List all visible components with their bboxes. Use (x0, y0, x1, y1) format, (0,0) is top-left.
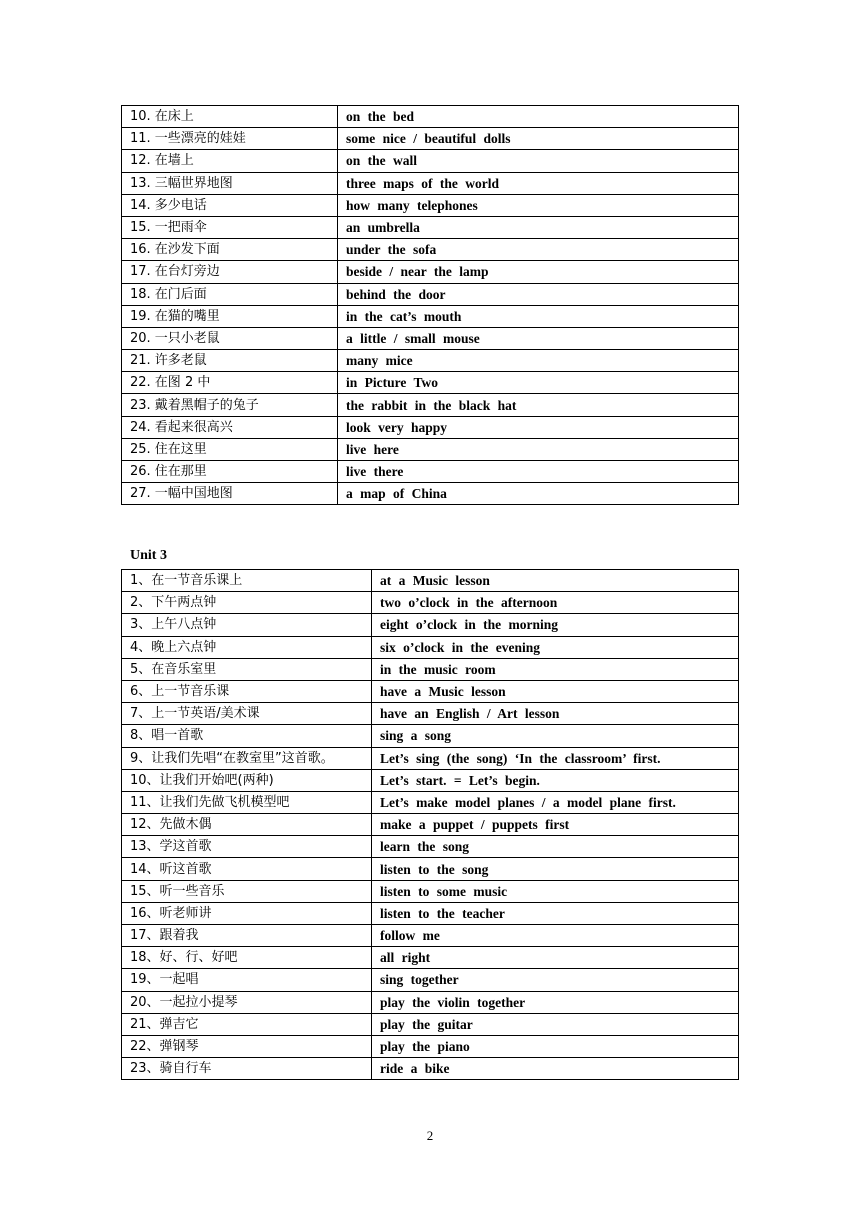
vocabulary-table-body (122, 570, 739, 1080)
chinese-phrase-cell: 16. 在沙发下面 (122, 239, 338, 261)
chinese-phrase-cell: 22. 在图 2 中 (122, 372, 338, 394)
chinese-phrase-cell: 17、跟着我 (122, 925, 372, 947)
table-row (122, 636, 739, 658)
chinese-phrase-cell: 3、上午八点钟 (122, 614, 372, 636)
chinese-phrase-cell: 22、弹钢琴 (122, 1035, 372, 1057)
english-phrase-cell: beside / near the lamp (338, 261, 739, 283)
english-phrase-cell: on the wall (338, 150, 739, 172)
table-row (122, 880, 739, 902)
chinese-phrase-cell: 11. 一些漂亮的娃娃 (122, 128, 338, 150)
chinese-phrase-cell: 2、下午两点钟 (122, 592, 372, 614)
chinese-phrase-cell: 18. 在门后面 (122, 283, 338, 305)
table-row (122, 239, 739, 261)
english-phrase-cell: three maps of the world (338, 172, 739, 194)
english-phrase-cell: learn the song (372, 836, 739, 858)
english-phrase-cell: behind the door (338, 283, 739, 305)
chinese-phrase-cell: 25. 住在这里 (122, 438, 338, 460)
chinese-phrase-cell: 15、听一些音乐 (122, 880, 372, 902)
chinese-phrase-cell: 4、晚上六点钟 (122, 636, 372, 658)
english-phrase-cell: in the music room (372, 658, 739, 680)
english-phrase-cell: look very happy (338, 416, 739, 438)
english-phrase-cell: many mice (338, 350, 739, 372)
chinese-phrase-cell: 19. 在猫的嘴里 (122, 305, 338, 327)
english-phrase-cell: in Picture Two (338, 372, 739, 394)
chinese-phrase-cell: 7、上一节英语/美术课 (122, 703, 372, 725)
english-phrase-cell: make a puppet / puppets first (372, 814, 739, 836)
chinese-phrase-cell: 21、弹吉它 (122, 1013, 372, 1035)
chinese-phrase-cell: 13、学这首歌 (122, 836, 372, 858)
chinese-phrase-cell: 15. 一把雨伞 (122, 216, 338, 238)
chinese-phrase-cell: 1、在一节音乐课上 (122, 570, 372, 592)
english-phrase-cell: Let’s start. = Let’s begin. (372, 769, 739, 791)
english-phrase-cell: under the sofa (338, 239, 739, 261)
chinese-phrase-cell: 21. 许多老鼠 (122, 350, 338, 372)
english-phrase-cell: live there (338, 461, 739, 483)
english-phrase-cell: have a Music lesson (372, 680, 739, 702)
table-row (122, 658, 739, 680)
chinese-phrase-cell: 16、听老师讲 (122, 902, 372, 924)
table-row (122, 1058, 739, 1080)
chinese-phrase-cell: 27. 一幅中国地图 (122, 483, 338, 505)
table-row (122, 680, 739, 702)
table-row (122, 483, 739, 505)
english-phrase-cell: play the guitar (372, 1013, 739, 1035)
chinese-phrase-cell: 23、骑自行车 (122, 1058, 372, 1080)
english-phrase-cell: follow me (372, 925, 739, 947)
chinese-phrase-cell: 8、唱一首歌 (122, 725, 372, 747)
table-row (122, 947, 739, 969)
english-phrase-cell: Let’s sing (the song) ‘In the classroom’ first. (372, 747, 739, 769)
table-row (122, 902, 739, 924)
chinese-phrase-cell: 12. 在墙上 (122, 150, 338, 172)
english-phrase-cell: how many telephones (338, 194, 739, 216)
chinese-phrase-cell: 20. 一只小老鼠 (122, 327, 338, 349)
table-row (122, 416, 739, 438)
english-phrase-cell: some nice / beautiful dolls (338, 128, 739, 150)
chinese-phrase-cell: 10、让我们开始吧(两种) (122, 769, 372, 791)
table-row (122, 1035, 739, 1057)
table-row (122, 150, 739, 172)
table-row (122, 327, 739, 349)
english-phrase-cell: in the cat’s mouth (338, 305, 739, 327)
english-phrase-cell: six o’clock in the evening (372, 636, 739, 658)
page-number: 2 (426, 1128, 434, 1143)
table-row (122, 261, 739, 283)
table-row (122, 106, 739, 128)
table-row (122, 858, 739, 880)
table-row (122, 836, 739, 858)
table-row (122, 969, 739, 991)
table-row (122, 725, 739, 747)
vocabulary-table-unit3 (121, 569, 739, 1080)
table-row (122, 438, 739, 460)
english-phrase-cell: listen to some music (372, 880, 739, 902)
english-phrase-cell: at a Music lesson (372, 570, 739, 592)
unit3-heading: Unit 3 (130, 548, 167, 563)
table-row (122, 461, 739, 483)
table-row (122, 791, 739, 813)
table-row (122, 172, 739, 194)
vocabulary-table-unit2 (121, 105, 739, 505)
english-phrase-cell: all right (372, 947, 739, 969)
english-phrase-cell: eight o’clock in the morning (372, 614, 739, 636)
vocabulary-table-body (122, 106, 739, 505)
chinese-phrase-cell: 9、让我们先唱“在教室里”这首歌。 (122, 747, 372, 769)
chinese-phrase-cell: 11、让我们先做飞机模型吧 (122, 791, 372, 813)
table-row (122, 769, 739, 791)
chinese-phrase-cell: 14、听这首歌 (122, 858, 372, 880)
table-row (122, 814, 739, 836)
english-phrase-cell: on the bed (338, 106, 739, 128)
table-row (122, 305, 739, 327)
table-row (122, 350, 739, 372)
chinese-phrase-cell: 26. 住在那里 (122, 461, 338, 483)
table-row (122, 1013, 739, 1035)
table-row (122, 703, 739, 725)
table-row (122, 991, 739, 1013)
english-phrase-cell: two o’clock in the afternoon (372, 592, 739, 614)
chinese-phrase-cell: 17. 在台灯旁边 (122, 261, 338, 283)
chinese-phrase-cell: 5、在音乐室里 (122, 658, 372, 680)
english-phrase-cell: a map of China (338, 483, 739, 505)
table-row (122, 194, 739, 216)
chinese-phrase-cell: 13. 三幅世界地图 (122, 172, 338, 194)
table-row (122, 747, 739, 769)
english-phrase-cell: an umbrella (338, 216, 739, 238)
chinese-phrase-cell: 12、先做木偶 (122, 814, 372, 836)
table-row (122, 570, 739, 592)
english-phrase-cell: Let’s make model planes / a model plane first. (372, 791, 739, 813)
english-phrase-cell: listen to the song (372, 858, 739, 880)
english-phrase-cell: play the violin together (372, 991, 739, 1013)
chinese-phrase-cell: 24. 看起来很高兴 (122, 416, 338, 438)
chinese-phrase-cell: 10. 在床上 (122, 106, 338, 128)
english-phrase-cell: sing together (372, 969, 739, 991)
english-phrase-cell: have an English / Art lesson (372, 703, 739, 725)
table-row (122, 394, 739, 416)
chinese-phrase-cell: 20、一起拉小提琴 (122, 991, 372, 1013)
english-phrase-cell: the rabbit in the black hat (338, 394, 739, 416)
chinese-phrase-cell: 14. 多少电话 (122, 194, 338, 216)
english-phrase-cell: play the piano (372, 1035, 739, 1057)
english-phrase-cell: a little / small mouse (338, 327, 739, 349)
table-row (122, 283, 739, 305)
table-row (122, 216, 739, 238)
table-row (122, 592, 739, 614)
chinese-phrase-cell: 6、上一节音乐课 (122, 680, 372, 702)
english-phrase-cell: listen to the teacher (372, 902, 739, 924)
table-row (122, 614, 739, 636)
english-phrase-cell: ride a bike (372, 1058, 739, 1080)
chinese-phrase-cell: 23. 戴着黑帽子的兔子 (122, 394, 338, 416)
chinese-phrase-cell: 19、一起唱 (122, 969, 372, 991)
table-row (122, 128, 739, 150)
english-phrase-cell: sing a song (372, 725, 739, 747)
english-phrase-cell: live here (338, 438, 739, 460)
chinese-phrase-cell: 18、好、行、好吧 (122, 947, 372, 969)
table-row (122, 372, 739, 394)
table-row (122, 925, 739, 947)
